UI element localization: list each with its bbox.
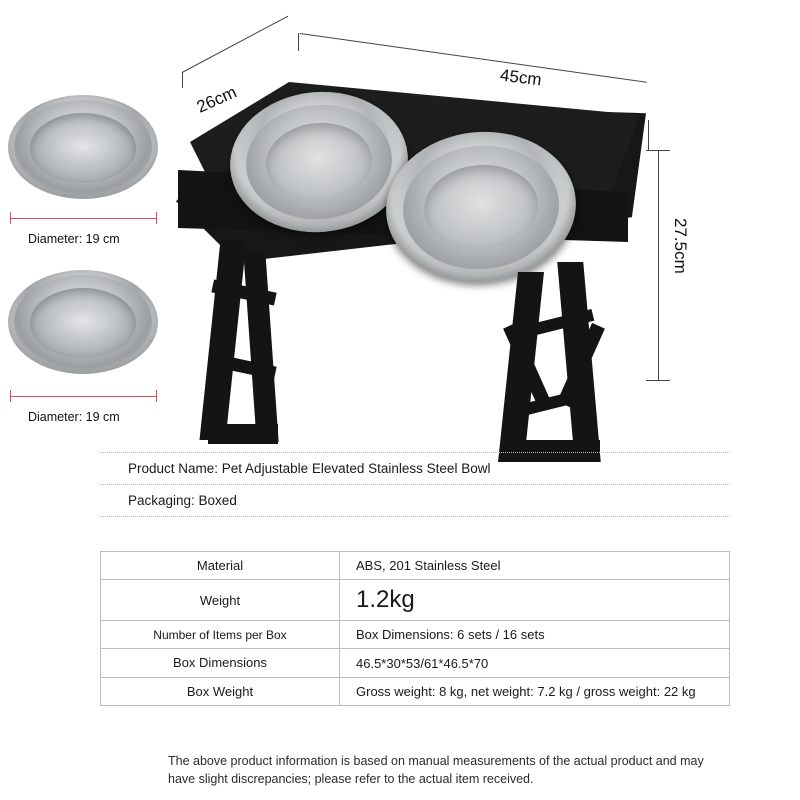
side-bowl-2 bbox=[8, 270, 158, 380]
spec-value-material: ABS, 201 Stainless Steel bbox=[340, 552, 730, 580]
spec-value-weight: 1.2kg bbox=[340, 580, 730, 621]
spec-key-items-per-box: Number of Items per Box bbox=[101, 621, 340, 649]
footnote: The above product information is based on manual measurements of the actual product and may have slight discrepancies; please refer to the actual item received. bbox=[168, 754, 704, 787]
diameter-tick-left-2 bbox=[10, 390, 11, 402]
diameter-label-2: Diameter: 19 cm bbox=[28, 410, 120, 424]
foot-left bbox=[208, 424, 278, 444]
diameter-tick-right-2 bbox=[156, 390, 157, 402]
spec-key-box-weight: Box Weight bbox=[101, 678, 340, 706]
diameter-label-1: Diameter: 19 cm bbox=[28, 232, 120, 246]
leg-left-inner bbox=[243, 252, 278, 442]
spec-value-items-per-box: Box Dimensions: 6 sets / 16 sets bbox=[340, 621, 730, 649]
spec-key-material: Material bbox=[101, 552, 340, 580]
table-row bbox=[101, 552, 730, 580]
spec-table bbox=[100, 551, 730, 706]
spec-value-box-weight: Gross weight: 8 kg, net weight: 7.2 kg / gross weight: 22 kg bbox=[340, 678, 730, 706]
table-row bbox=[101, 621, 730, 649]
diameter-tick-left-1 bbox=[10, 212, 11, 224]
bowl-outer-rim bbox=[8, 95, 158, 199]
diameter-arrow-2 bbox=[10, 396, 156, 397]
product-name-row: Product Name: Pet Adjustable Elevated Stainless Steel Bowl bbox=[100, 452, 730, 485]
info-block bbox=[100, 452, 730, 517]
spec-key-weight: Weight bbox=[101, 580, 340, 621]
height-label: 27.5cm bbox=[671, 218, 690, 274]
width-label: 45cm bbox=[499, 65, 543, 90]
bowl-outer-rim bbox=[8, 270, 158, 374]
spec-key-box-dimensions: Box Dimensions bbox=[101, 649, 340, 678]
leg-left-outer bbox=[199, 240, 246, 440]
bowl-base bbox=[52, 131, 114, 165]
table-row bbox=[101, 580, 730, 621]
bowl-base bbox=[52, 306, 114, 340]
side-bowl-1 bbox=[8, 95, 158, 205]
diameter-tick-right-1 bbox=[156, 212, 157, 224]
spec-value-box-dimensions: 46.5*30*53/61*46.5*70 bbox=[340, 649, 730, 678]
diameter-arrow-1 bbox=[10, 218, 156, 219]
depth-label: 26cm bbox=[193, 82, 240, 117]
elevated-bowl-stand bbox=[168, 40, 668, 450]
table-row bbox=[101, 649, 730, 678]
packaging-row: Packaging: Boxed bbox=[100, 485, 730, 517]
table-row bbox=[101, 678, 730, 706]
